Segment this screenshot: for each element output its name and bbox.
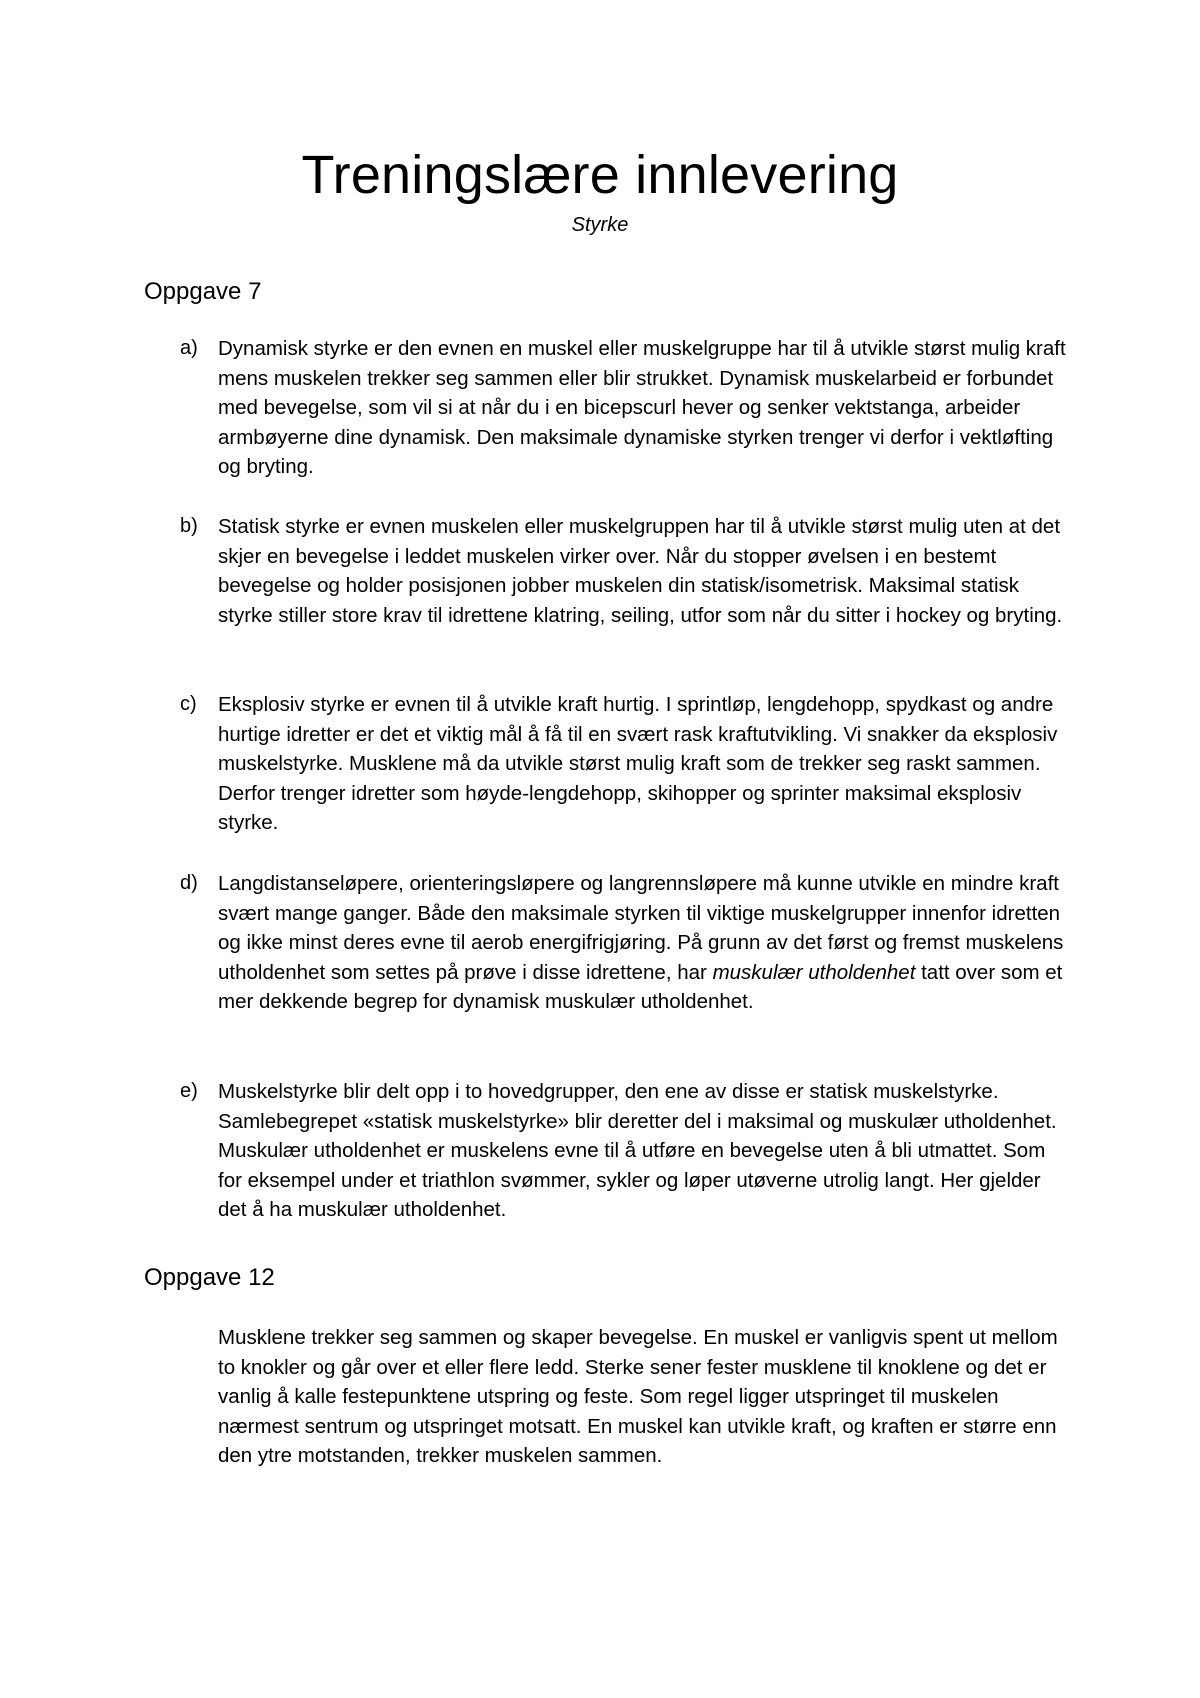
list-item-text-part: tatt over som et mer dekkende begrep for dynamisk muskulær utholdenhet.	[218, 960, 1063, 1014]
list-item-b	[180, 512, 1080, 630]
section-heading-oppgave-7: Oppgave 7	[144, 278, 262, 305]
list-marker: d)	[180, 872, 198, 894]
list-item-text: Dynamisk styrke er den evnen en muskel eller muskelgruppe har til å utvikle størst mulig kraft mens muskelen trekker seg sammen eller blir strukket. Dynamisk muskelarbeid er forbundet med bevegelse, som vil si at når du i en bicepscurl hever og senker vektstanga, arbeider armbøyerne dine dynamisk. Den maksimale dynamiske styrken trenger vi derfor i vektløfting og bryting.	[218, 337, 1066, 479]
list-marker: a)	[180, 337, 198, 359]
list-item-a	[180, 334, 1080, 482]
list-item-e	[180, 1077, 1080, 1225]
section-heading-oppgave-12: Oppgave 12	[144, 1264, 275, 1291]
document-subtitle: Styrke	[571, 214, 629, 236]
list-item-text: Statisk styrke er evnen muskelen eller muskelgruppen har til å utvikle størst mulig uten at det skjer en bevegelse i leddet muskelen virker over. Når du stopper øvelsen i en bestemt bevegelse og holder posisjonen jobber muskelen din statisk/isometrisk. Maksimal statisk styrke stiller store krav til idrettene klatring, seiling, utfor som når du sitter i hockey og bryting.	[218, 515, 1063, 627]
list-marker: c)	[180, 693, 197, 715]
list-item-c	[180, 690, 1080, 838]
list-item-text: Eksplosiv styrke er evnen til å utvikle kraft hurtig. I sprintløp, lengdehopp, spydkast og andre hurtige idretter er det et viktig mål å få til en svært rask kraftutvikling. Vi snakker da eksplosiv muskelstyrke. Musklene må da utvikle størst mulig kraft som de trekker seg raskt sammen. Derfor trenger idretter som høyde-lengdehopp, skihopper og sprinter maksimal eksplosiv styrke.	[218, 693, 1058, 835]
list-item-d	[180, 869, 1080, 1017]
list-item-text: Muskelstyrke blir delt opp i to hovedgrupper, den ene av disse er statisk muskelstyrke. Samlebegrepet «statisk muskelstyrke» blir deretter del i maksimal og muskulær utholdenhet. Muskulær utholdenhet er muskelens evne til å utføre en bevegelse uten å bli utmattet. Som for eksempel under et triathlon svømmer, sykler og løper utøverne utrolig langt. Her gjelder det å ha muskulær utholdenhet.	[218, 1080, 1057, 1222]
list-item-text-part: Langdistanseløpere, orienteringsløpere og langrennsløpere må kunne utvikle en mindre kraft svært mange ganger. Både den maksimale styrken til viktige muskelgrupper innenfor idretten og ikke minst deres evne til aerob energifrigjøring. På grunn av det først og fremst muskelens utholdenhet som settes på prøve i disse idrettene, har	[218, 872, 1064, 984]
list-marker: b)	[180, 515, 198, 537]
document-title: Treningslære innlevering	[301, 145, 899, 205]
emphasized-term: muskulær utholdenhet	[712, 960, 916, 984]
paragraph: Musklene trekker seg sammen og skaper bevegelse. En muskel er vanligvis spent ut mellom to knokler og går over et eller flere ledd. Sterke sener fester musklene til knoklene og det er vanlig å kalle festepunktene utspring og feste. Som regel ligger utspringet til muskelen nærmest sentrum og utspringet motsatt. En muskel kan utvikle kraft, og kraften er større enn den ytre motstanden, trekker muskelen sammen.	[218, 1326, 1058, 1468]
list-item-text	[218, 869, 1068, 1017]
list-marker: e)	[180, 1080, 198, 1102]
